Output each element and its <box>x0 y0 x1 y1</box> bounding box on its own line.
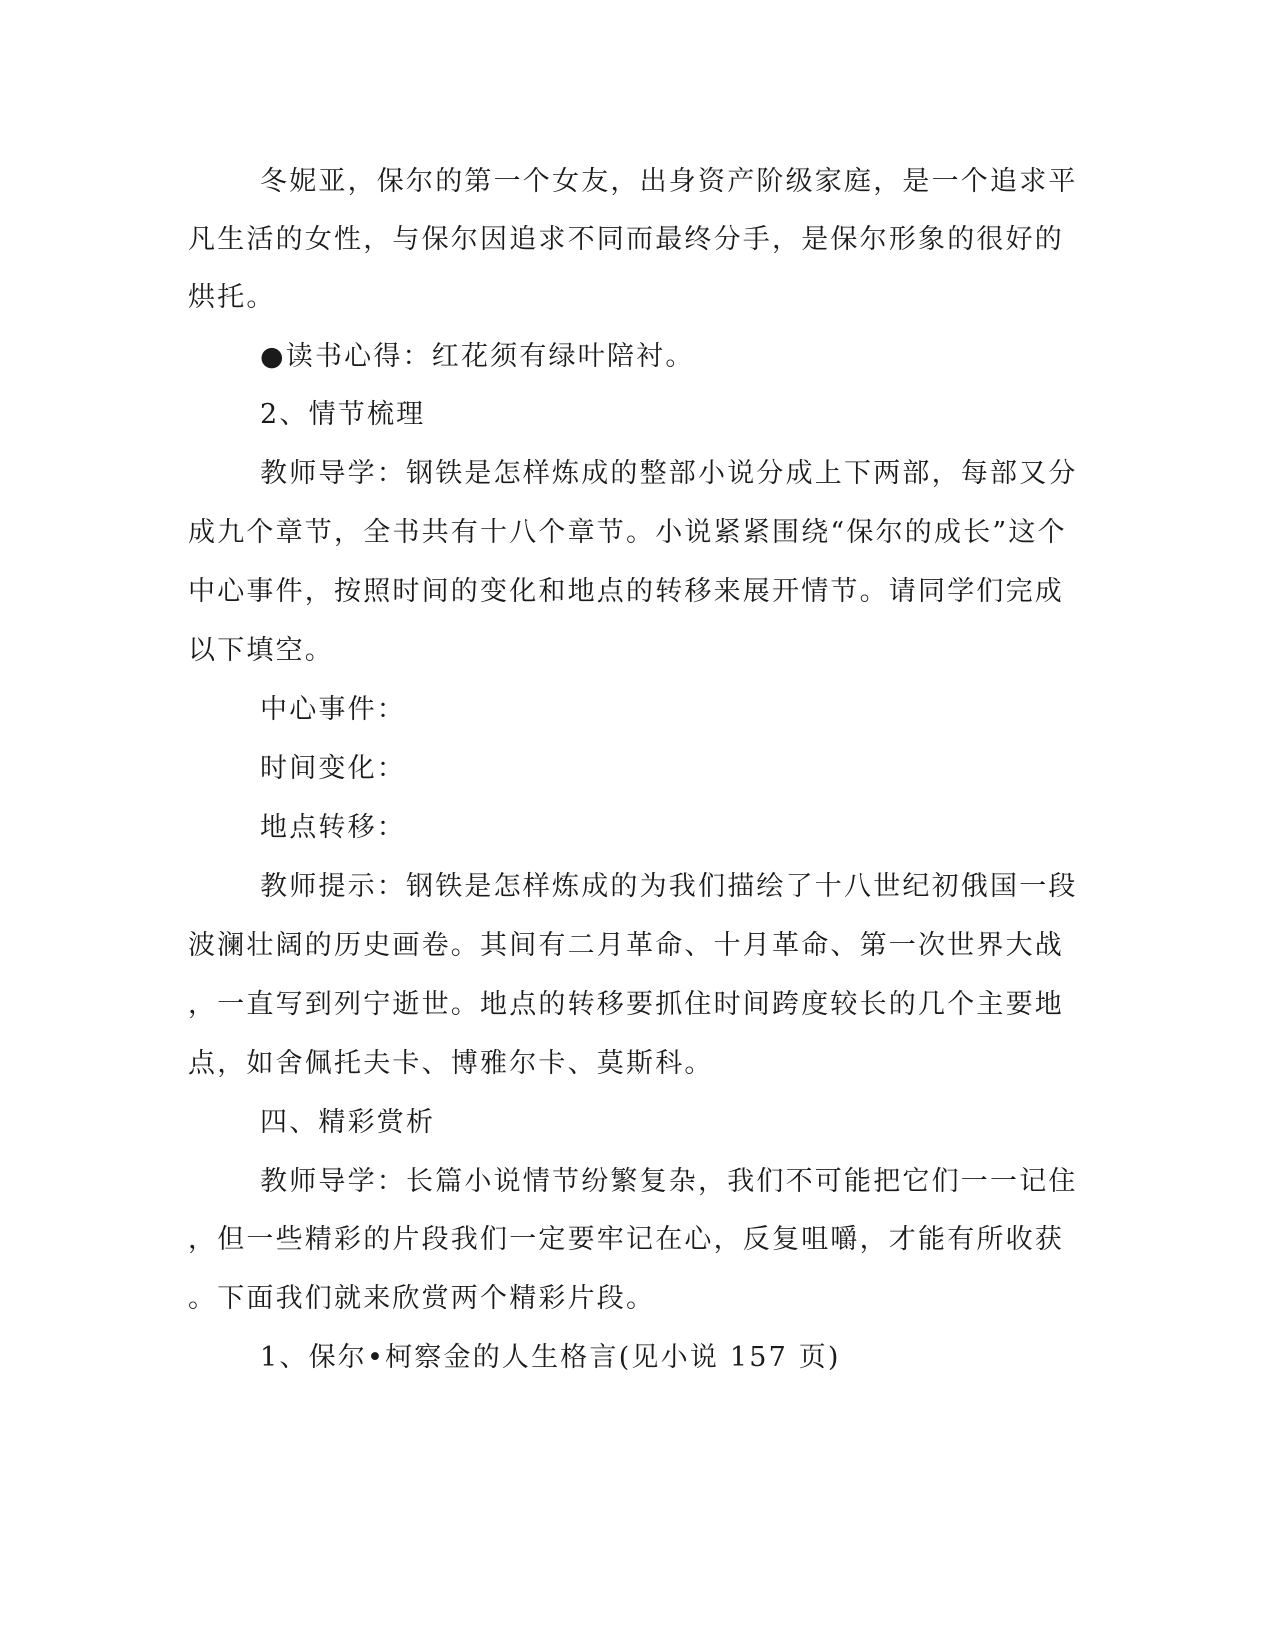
fill-in-item: 时间变化： <box>260 753 406 784</box>
fill-in-item: 地点转移： <box>260 812 406 843</box>
paragraph-line: ，一直写到列宁逝世。地点的转移要抓住时间跨度较长的几个主要地 <box>188 989 1064 1020</box>
paragraph-line: 波澜壮阔的历史画卷。其间有二月革命、十月革命、第一次世界大战 <box>188 930 1064 961</box>
paragraph-line: 教师导学：钢铁是怎样炼成的整部小说分成上下两部，每部又分 <box>260 458 1078 489</box>
paragraph-line: 点，如舍佩托夫卡、博雅尔卡、莫斯科。 <box>188 1048 714 1079</box>
subsection-heading: 1、保尔•柯察金的人生格言(见小说 157 页) <box>260 1342 841 1373</box>
paragraph-line: 成九个章节，全书共有十八个章节。小说紧紧围绕“保尔的成长”这个 <box>188 517 1067 548</box>
paragraph-line: 教师导学：长篇小说情节纷繁复杂，我们不可能把它们一一记住 <box>260 1166 1078 1197</box>
paragraph-line: 冬妮亚，保尔的第一个女友，出身资产阶级家庭，是一个追求平 <box>260 166 1078 197</box>
paragraph-line: ，但一些精彩的片段我们一定要牢记在心，反复咀嚼，才能有所收获 <box>188 1224 1064 1255</box>
section-heading: 四、精彩赏析 <box>260 1107 436 1138</box>
fill-in-item: 中心事件： <box>260 694 406 725</box>
reading-note: ●读书心得：红花须有绿叶陪衬。 <box>260 341 695 372</box>
paragraph-line: 教师提示：钢铁是怎样炼成的为我们描绘了十八世纪初俄国一段 <box>260 871 1078 902</box>
paragraph-line: 以下填空。 <box>188 635 334 666</box>
paragraph-line: 烘托。 <box>188 282 276 313</box>
paragraph-line: 。下面我们就来欣赏两个精彩片段。 <box>188 1283 656 1314</box>
paragraph-line: 凡生活的女性，与保尔因追求不同而最终分手，是保尔形象的很好的 <box>188 224 1064 255</box>
paragraph-line: 中心事件，按照时间的变化和地点的转移来展开情节。请同学们完成 <box>188 576 1064 607</box>
section-heading: 2、情节梳理 <box>260 399 426 430</box>
